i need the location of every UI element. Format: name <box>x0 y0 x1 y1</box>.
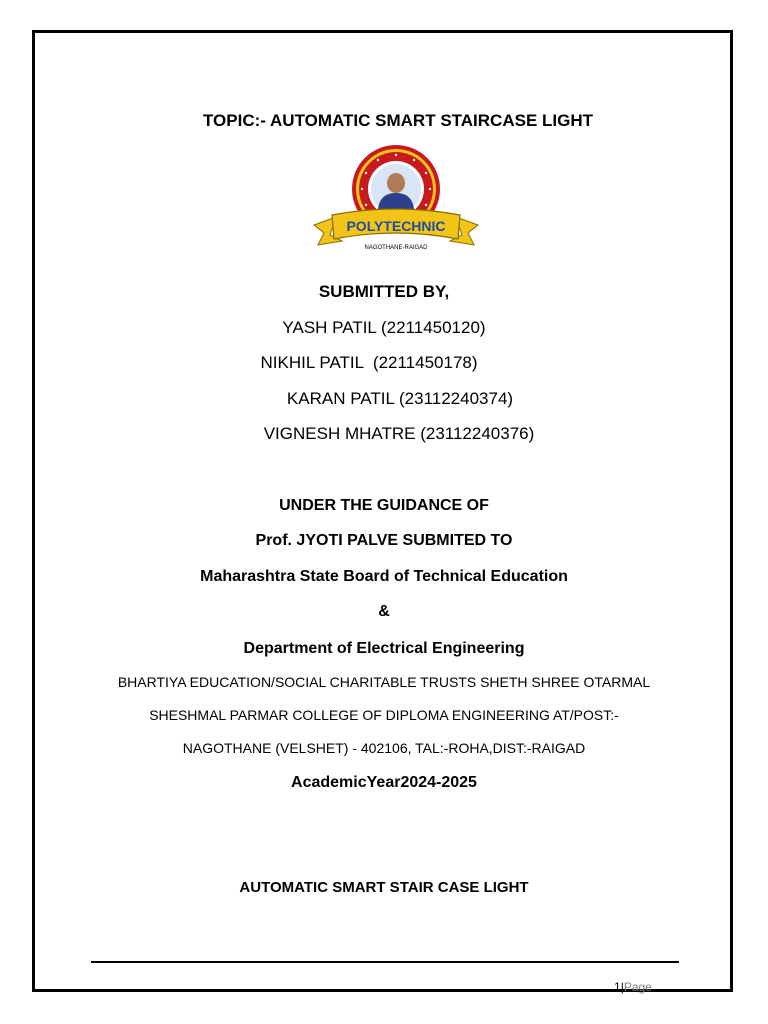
logo-location-text: NAGOTHANE-RAIGAD <box>364 245 428 251</box>
footer-rule <box>91 961 679 963</box>
member-line: YASH PATIL (2211450120) <box>282 318 486 337</box>
address-line: SHESHMAL PARMAR COLLEGE OF DIPLOMA ENGINEERING AT/POST:- <box>149 707 619 723</box>
member-line: NIKHIL PATIL (2211450178) <box>260 353 478 372</box>
member-line: VIGNESH MHATRE (23112240376) <box>263 424 535 443</box>
page-number-value: 1 <box>614 980 621 994</box>
department-name: Department of Electrical Engineering <box>243 640 525 657</box>
guide-line: Prof. JYOTI PALVE SUBMITED TO <box>255 532 513 549</box>
page-number <box>614 980 652 994</box>
guidance-heading: UNDER THE GUIDANCE OF <box>279 497 489 514</box>
address-line: BHARTIYA EDUCATION/SOCIAL CHARITABLE TRUSTS SHETH SHREE OTARMAL <box>117 674 651 690</box>
board-name: Maharashtra State Board of Technical Education <box>200 568 568 585</box>
polytechnic-logo <box>308 143 484 255</box>
submitted-by-heading: SUBMITTED BY, <box>318 282 450 301</box>
topic-title: TOPIC:- AUTOMATIC SMART STAIRCASE LIGHT <box>202 111 594 130</box>
academic-year: AcademicYear2024-2025 <box>291 774 477 791</box>
page-label: Page <box>623 980 652 994</box>
address-line: NAGOTHANE (VELSHET) - 402106, TAL:-ROHA,DIST:-RAIGAD <box>182 740 586 756</box>
ampersand: & <box>378 603 390 620</box>
logo-banner-text: POLYTECHNIC <box>346 218 446 234</box>
page-number-separator: | <box>620 980 624 994</box>
project-title-footer: AUTOMATIC SMART STAIR CASE LIGHT <box>239 879 529 896</box>
member-line: KARAN PATIL (23112240374) <box>286 389 514 408</box>
